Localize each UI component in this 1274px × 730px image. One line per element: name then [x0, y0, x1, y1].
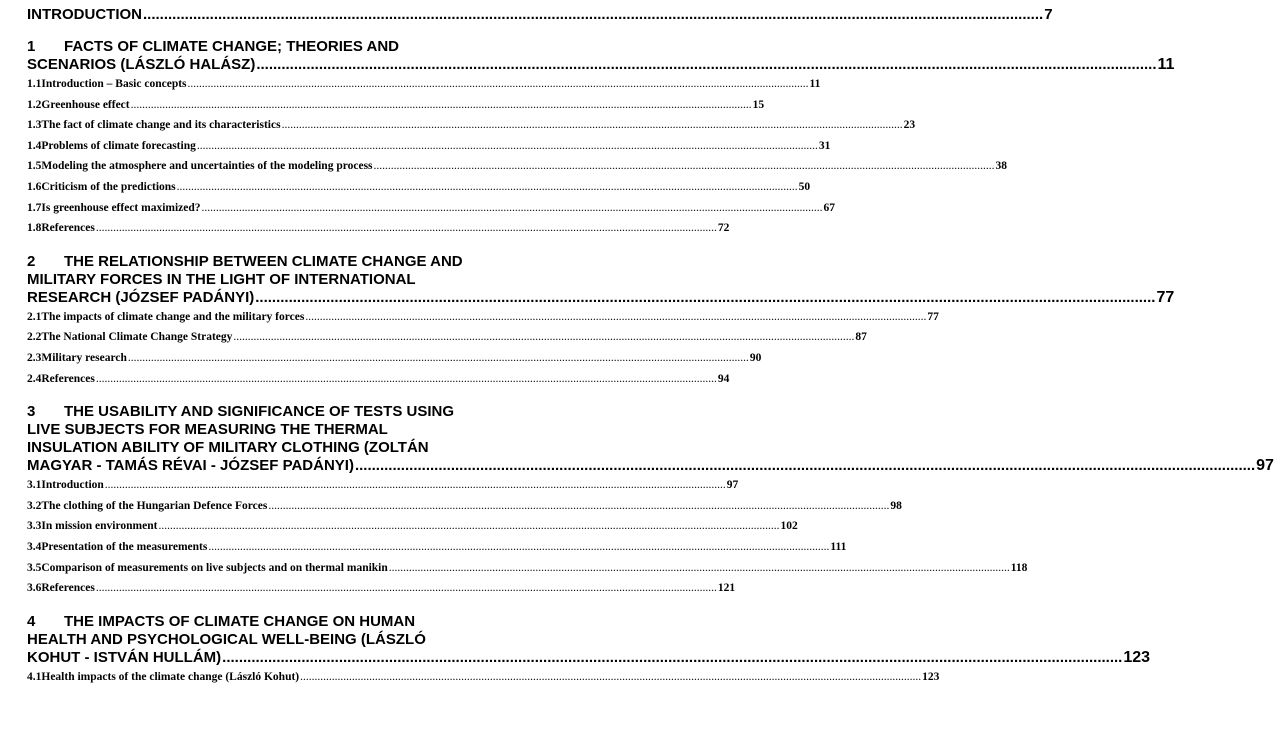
chapter-title-text: INSULATION ABILITY OF MILITARY CLOTHING (ZOLTÁN	[27, 439, 429, 457]
section-page-number: 98	[890, 499, 902, 512]
section-page-number: 50	[798, 180, 811, 193]
section-title: Introduction	[41, 479, 104, 492]
chapter-heading[interactable]	[27, 612, 1151, 667]
section-title: The clothing of the Hungarian Defence Forces	[41, 499, 268, 512]
section-page-number: 87	[855, 331, 867, 344]
chapter-list	[27, 38, 1274, 687]
section-title: References	[41, 372, 95, 385]
section-title: The National Climate Change Strategy	[41, 331, 233, 344]
leader-dots	[202, 198, 823, 219]
leader-dots	[282, 115, 903, 136]
toc-section-entry[interactable]	[27, 74, 821, 95]
section-page-number: 118	[1010, 561, 1028, 574]
toc-section-entry[interactable]	[27, 95, 765, 116]
section-number: 3.3	[27, 520, 42, 533]
section-title: References	[41, 582, 95, 595]
toc-entry-introduction[interactable]	[27, 6, 1053, 24]
chapter-page-number: 97	[1256, 457, 1274, 475]
toc-section-entry[interactable]	[27, 348, 762, 369]
toc-section-entry[interactable]	[27, 537, 847, 558]
section-title: In mission environment	[41, 520, 158, 533]
section-page-number: 111	[830, 540, 847, 553]
chapter-number: 3	[27, 403, 36, 421]
section-title: Introduction – Basic concepts	[41, 78, 187, 90]
section-page-number: 72	[717, 222, 730, 235]
section-number: 1.2	[27, 98, 42, 111]
section-page-number: 123	[922, 670, 940, 683]
leader-dots	[128, 348, 749, 369]
section-number: 1.1	[27, 78, 42, 90]
section-number: 2.3	[27, 351, 42, 364]
section-title: Criticism of the predictions	[41, 180, 176, 193]
leader-dots	[389, 558, 1010, 579]
leader-dots	[305, 307, 926, 328]
chapter-title-text: HEALTH AND PSYCHOLOGICAL WELL-BEING (LÁSZLÓ	[27, 630, 426, 648]
leader-dots	[197, 136, 818, 157]
toc-section-entry[interactable]	[27, 667, 940, 688]
chapter-heading-line	[27, 271, 523, 289]
chapter-title-text: KOHUT - ISTVÁN HULLÁM)	[27, 648, 222, 666]
section-page-number: 121	[717, 582, 736, 595]
section-title: Problems of climate forecasting	[41, 139, 196, 152]
leader-dots	[158, 516, 779, 537]
chapter-title-text: MILITARY FORCES IN THE LIGHT OF INTERNATIONAL	[27, 270, 416, 288]
section-page-number: 67	[823, 201, 836, 214]
section-number: 1.4	[27, 139, 42, 152]
chapter-heading-line	[27, 613, 523, 631]
section-title: Is greenhouse effect maximized?	[41, 201, 201, 214]
leader-dots	[188, 74, 809, 95]
toc-section-entry[interactable]	[27, 198, 836, 219]
leader-dots	[105, 475, 726, 496]
chapter-title-text: MAGYAR - TAMÁS RÉVAI - JÓZSEF PADÁNYI)	[27, 457, 354, 475]
section-page-number: 23	[903, 119, 916, 132]
chapter-heading-last-line	[27, 56, 1175, 74]
section-number: 3.2	[27, 499, 42, 512]
chapter-page-number: 11	[1157, 56, 1175, 73]
section-page-number: 15	[752, 98, 765, 111]
section-number: 3.6	[27, 582, 42, 595]
toc-section-entry[interactable]	[27, 156, 1008, 177]
leader-dots	[255, 289, 1155, 307]
chapter-title-text: THE RELATIONSHIP BETWEEN CLIMATE CHANGE AND	[64, 252, 463, 270]
chapter-heading-line	[27, 253, 523, 271]
section-page-number: 11	[809, 78, 821, 90]
toc-section-entry[interactable]	[27, 307, 939, 328]
section-number: 1.7	[27, 201, 42, 214]
chapter-heading-line	[27, 439, 523, 457]
section-number: 2.2	[27, 331, 42, 344]
leader-dots	[131, 95, 752, 116]
chapter-heading-line	[27, 403, 523, 421]
leader-dots	[96, 218, 717, 239]
section-page-number: 94	[717, 372, 730, 385]
section-title: Comparison of measurements on live subjects and on thermal manikin	[41, 561, 388, 574]
toc-section-entry[interactable]	[27, 369, 730, 390]
chapter-heading-line	[27, 421, 523, 439]
chapter-2	[27, 252, 1175, 389]
section-number: 1.6	[27, 180, 42, 193]
section-page-number: 31	[818, 139, 831, 152]
chapter-heading[interactable]	[27, 252, 1175, 307]
introduction-title: INTRODUCTION	[27, 6, 142, 23]
chapter-title-text: FACTS OF CLIMATE CHANGE; THEORIES AND	[64, 38, 399, 55]
leader-dots	[268, 496, 889, 517]
chapter-heading[interactable]	[27, 403, 1274, 475]
chapter-title-text: SCENARIOS (LÁSZLÓ HALÁSZ)	[27, 56, 256, 73]
toc-section-entry[interactable]	[27, 516, 798, 537]
chapter-heading-line	[27, 631, 523, 649]
leader-dots	[256, 56, 1156, 74]
section-title: The fact of climate change and its characteristics	[41, 119, 281, 132]
section-title: Health impacts of the climate change (László Kohut)	[41, 670, 300, 683]
chapter-page-number: 77	[1156, 288, 1175, 306]
leader-dots	[355, 457, 1255, 475]
section-title: References	[41, 222, 95, 235]
section-page-number: 90	[749, 351, 762, 364]
section-number: 3.1	[27, 479, 42, 492]
chapter-heading[interactable]	[27, 38, 1175, 74]
chapter-heading-line	[27, 38, 523, 56]
chapter-heading-last-line	[27, 457, 1274, 475]
chapter-number: 2	[27, 252, 36, 270]
section-title: Greenhouse effect	[41, 98, 130, 111]
section-number: 3.5	[27, 561, 42, 574]
section-title: Modeling the atmosphere and uncertainties of the modeling process	[41, 160, 373, 173]
chapter-3	[27, 403, 1274, 599]
section-number: 1.5	[27, 160, 42, 173]
toc-section-entry[interactable]	[27, 496, 902, 517]
table-of-contents	[27, 6, 1274, 687]
chapter-title-text: RESEARCH (JÓZSEF PADÁNYI)	[27, 288, 255, 306]
toc-section-entry[interactable]	[27, 218, 730, 239]
chapter-number: 4	[27, 612, 36, 630]
leader-dots	[233, 327, 854, 348]
leader-dots	[96, 578, 717, 599]
toc-section-entry[interactable]	[27, 558, 1028, 579]
section-title: The impacts of climate change and the military forces	[41, 310, 305, 323]
chapter-number: 1	[27, 38, 36, 55]
section-number: 2.1	[27, 310, 42, 323]
section-title: Presentation of the measurements	[41, 540, 208, 553]
chapter-page-number: 123	[1123, 648, 1151, 666]
toc-section-entry[interactable]	[27, 327, 867, 348]
leader-dots	[177, 177, 798, 198]
introduction-page: 7	[1044, 6, 1053, 23]
chapter-heading-last-line	[27, 648, 1151, 667]
leader-dots	[374, 156, 995, 177]
chapter-heading-last-line	[27, 288, 1175, 307]
section-title: Military research	[41, 351, 127, 364]
section-number: 4.1	[27, 670, 42, 683]
leader-dots	[143, 6, 1043, 24]
leader-dots	[300, 667, 921, 688]
section-number: 2.4	[27, 372, 42, 385]
toc-section-entry[interactable]	[27, 136, 831, 157]
section-number: 1.8	[27, 222, 42, 235]
chapter-title-text: THE IMPACTS OF CLIMATE CHANGE ON HUMAN	[64, 612, 416, 630]
chapter-4	[27, 612, 1151, 688]
toc-section-entry[interactable]	[27, 578, 736, 599]
section-page-number: 77	[927, 310, 939, 323]
section-page-number: 38	[995, 160, 1008, 173]
section-number: 1.3	[27, 119, 42, 132]
leader-dots	[222, 649, 1122, 667]
leader-dots	[208, 537, 829, 558]
chapter-title-text: LIVE SUBJECTS FOR MEASURING THE THERMAL	[27, 421, 388, 439]
section-number: 3.4	[27, 540, 42, 553]
section-page-number: 102	[780, 520, 798, 533]
leader-dots	[96, 369, 717, 390]
chapter-title-text: THE USABILITY AND SIGNIFICANCE OF TESTS USING	[64, 403, 455, 421]
toc-section-entry[interactable]	[27, 475, 739, 496]
chapter-1	[27, 38, 1175, 239]
toc-section-entry[interactable]	[27, 115, 916, 136]
toc-section-entry[interactable]	[27, 177, 811, 198]
section-page-number: 97	[726, 479, 739, 492]
